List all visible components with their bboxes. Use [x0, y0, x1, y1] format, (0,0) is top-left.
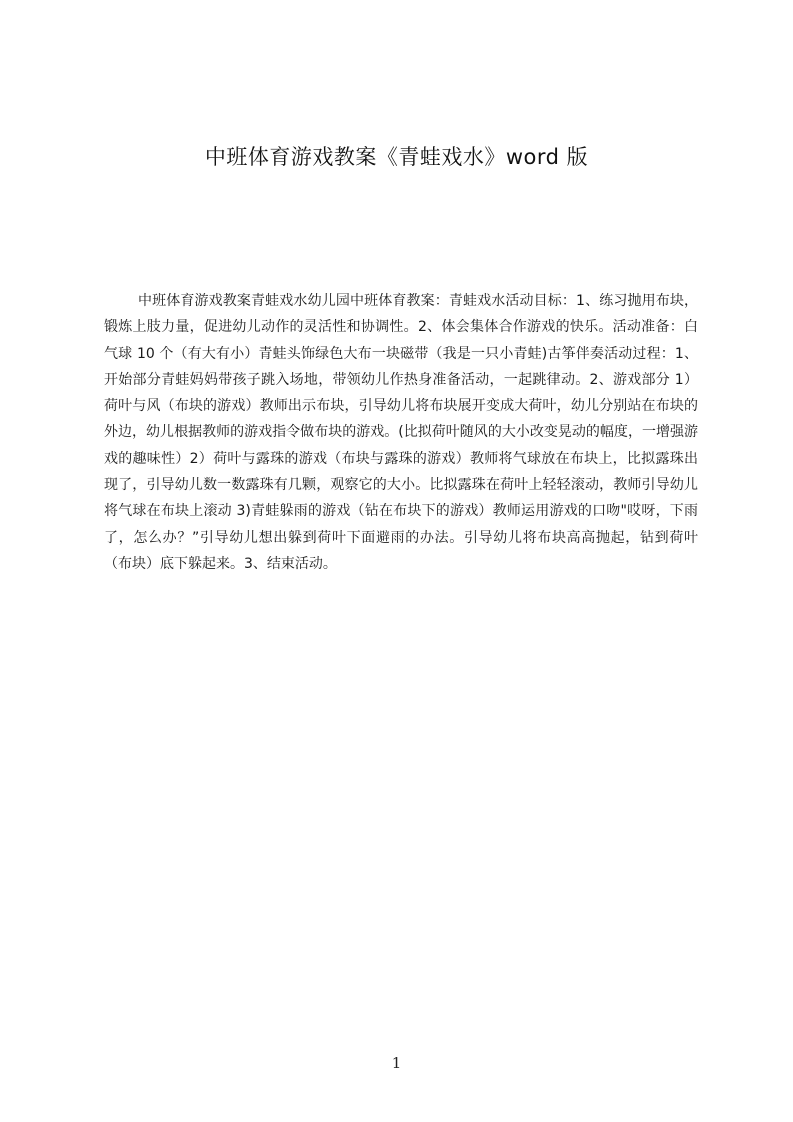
- document-body-paragraph: 中班体育游戏教案青蛙戏水幼儿园中班体育教案：青蛙戏水活动目标：1、练习抛用布块，锻炼上肢力量，促进幼儿动作的灵活性和协调性。2、体会集体合作游戏的快乐。活动准备：白气球 10 个（有大有小）青蛙头饰绿色大布一块磁带（我是一只小青蛙)古筝伴奏活动过程：1、开始部分青蛙妈妈带孩子跳入场地，带领幼儿作热身准备活动，一起跳律动。2、游戏部分 1）荷叶与风（布块的游戏）教师出示布块，引导幼儿将布块展开变成大荷叶，幼儿分别站在布块的外边，幼儿根据教师的游戏指令做布块的游戏。(比拟荷叶随风的大小改变晃动的幅度，一增强游戏的趣味性）2）荷叶与露珠的游戏（布块与露珠的游戏）教师将气球放在布块上，比拟露珠出现了，引导幼儿数一数露珠有几颗，观察它的大小。比拟露珠在荷叶上轻轻滚动，教师引导幼儿将气球在布块上滚动 3)青蛙躲雨的游戏（钻在布块下的游戏）教师运用游戏的口吻"哎呀，下雨了，怎么办？”引导幼儿想出躲到荷叶下面避雨的办法。引导幼儿将布块高高抛起，钻到荷叶（布块）底下躲起来。3、结束活动。: [104, 293, 698, 572]
- document-title: 中班体育游戏教案《青蛙戏水》word 版: [204, 145, 589, 169]
- page-number: 1: [391, 1054, 402, 1072]
